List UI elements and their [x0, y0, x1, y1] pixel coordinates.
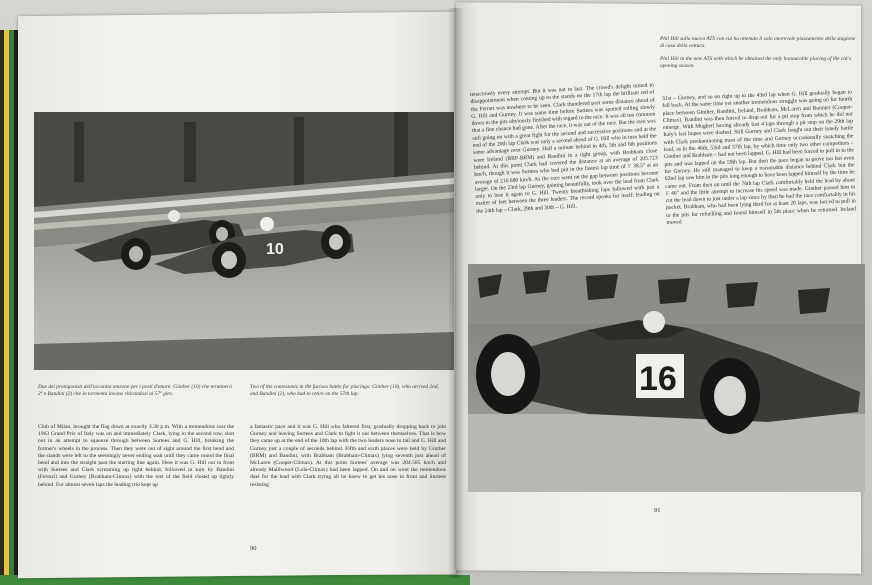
- right-race-photo: [468, 264, 865, 492]
- left-caption-english: Two of the contestants in the furious battle for placings: Ginther (10), who arrived 2nd, and Bandini (2), who had to retire on the 57th lap.: [250, 384, 439, 397]
- left-column-1: Club of Milan, brought the flag down at exactly 3.30 p.m. With a tremendous roar the 1963 Grand Prix of Italy was on and immediately Clark, lying in the second row, shot out in an attempt to squeeze through between Surtees and G. Hill, breaking the former's wheels in the process. Then they were out of sight around the first bend and the stands were left to the seemingly never ending wait until they came round the final bend and into the straight past the starting line again. Here it was G. Hill out in front with Surtees and Clark screaming up right behind, followed in turn by Bandini (Ferrari) and Gurney (Brabham-Climax) with the rest of the field closed up tightly behind. For almost seven laps the leading trio kept up: [38, 424, 234, 488]
- book-gutter-shadow: [448, 8, 464, 578]
- right-caption-italian: Phil Hill sulla nuova ATS con cui ha ottenuto il solo onorevole piazzamento della stagione di casa della vettura.: [660, 36, 856, 49]
- race-photo-graphic: [34, 112, 454, 370]
- left-race-photo: [34, 112, 454, 370]
- right-page-number: 91: [654, 507, 661, 514]
- left-caption-italian: Due dei protagonisti dell'accanita tenzone per i posti d'onore: Ginther (10) che terminerà 2º e Bandini (2) che lo tormenta invano ritirandosi al 57º giro.: [38, 384, 232, 397]
- right-column-2: 31st – Gurney, and so on right up to the 43rd lap when G. Hill gradually began to fall back. At the same time yet another tremendous struggle was going on for fourth place between Ginther, Bandini, Ireland, Brabham, McLaren and Bonnier (Cooper-Climax). Bandini was then forced to drop out for a pit stop from which he did not emerge. With Mugheri having already lost 4 laps through a pit stop on the 29th lap Italy's last hopes were dashed. Still Gurney and Clark fought out their lonely battle with Clark predominating most of the time and Gurney occasionally snatching the lead, as in the 46th, 53rd and 57th lap, by which time only two other competitors – Ginther and Brabham – had not been lapped. G. Hill had been forced to pull in to the pits and was lapped on the 59th lap. But then the pace began to prove too hot even for Gurney. He still managed to keep a reasonable distance behind Clark but the 62nd lap saw him in the pits long enough to have been lapped himself by the time he came out. From then on until the 76th lap Clark comfortably held the lead by about 1' 46" and the little attempt to increase his speed was made. Ginther passed him to cut the lead down to just under a lap since by then he had the race comfortably in his pocket. Brabham, who had been lying third for at least 20 laps, was forced to pull in to the pits for refuelling and found himself in 5th place when he returned. Ireland moved: [662, 89, 857, 226]
- ats-car-photo-graphic: [468, 264, 865, 492]
- car-number-label: 10: [266, 241, 284, 258]
- right-column-1: tenaciously every attempt. But it was not to last. The crowd's delight turned to disappointment when coming up to the stands on the 17th lap the brilliant red of the Ferrari was nowhere to be seen. Clark thundered past some distance ahead of G. Hill and Gurney. It was some time before Surtees was spotted rolling slowly down to the pits obviously finished with regard to the race. It was all too common that a fine chance had gone. After the race, it was out of the race. But the race was still going on with a great fight for the second and successive positions and at the end of the 20th lap Clark was only a second ahead of G. Hill who in turn held the same advantage over Gurney. Half a minute behind in 4th, 5th and 6th positions were Ireland (BRP-BRM) and Bandini in a tight group, with Brabham close behind. At this point Clark had covered the distance at an average of 205.723 km/h, though it was Surtees who had put in the fastest lap time of 1' 38.5" at an average of 210.680 km/h. As the race went on the gap between positions became larger. On the 23rd lap Gurney, gaining beautifully, took over the lead from Clark only to lose it again to G. Hill. Twenty breathtaking laps followed with just a matter of feet between the three leaders. The record speaks for itself: leading on the 24th lap – Clark, 29th and 30th – G. Hill,: [470, 82, 660, 215]
- car-number-label: 16: [639, 360, 677, 398]
- right-caption-english: Phil Hill in the new ATS with which he obtained the only honourable placing of the car's opening season.: [660, 56, 852, 69]
- left-column-2: a fantastic pace and it was G. Hill who faltered first, gradually dropping back to join Gurney and leaving Surtees and Clark to fight it out between themselves. That is how they came up at the end of the 10th lap with the two leaders nose to tail and G. Hill and Gurney just a couple of seconds behind. Fifth and sixth places were held by Ginther (BRM) and Bandini, with Brabham (Brabham-Climax) lying seventh just ahead of McLaren (Cooper-Climax). At this point Surtees' average was 204.585 km/h and already Maillwood (Lola-Climax) had been lapped. On and on went the tremendous duel for the lead with Clark trying all he knew to get his nose in front and Surtees resisting: [250, 424, 446, 488]
- left-page-number: 90: [250, 545, 257, 552]
